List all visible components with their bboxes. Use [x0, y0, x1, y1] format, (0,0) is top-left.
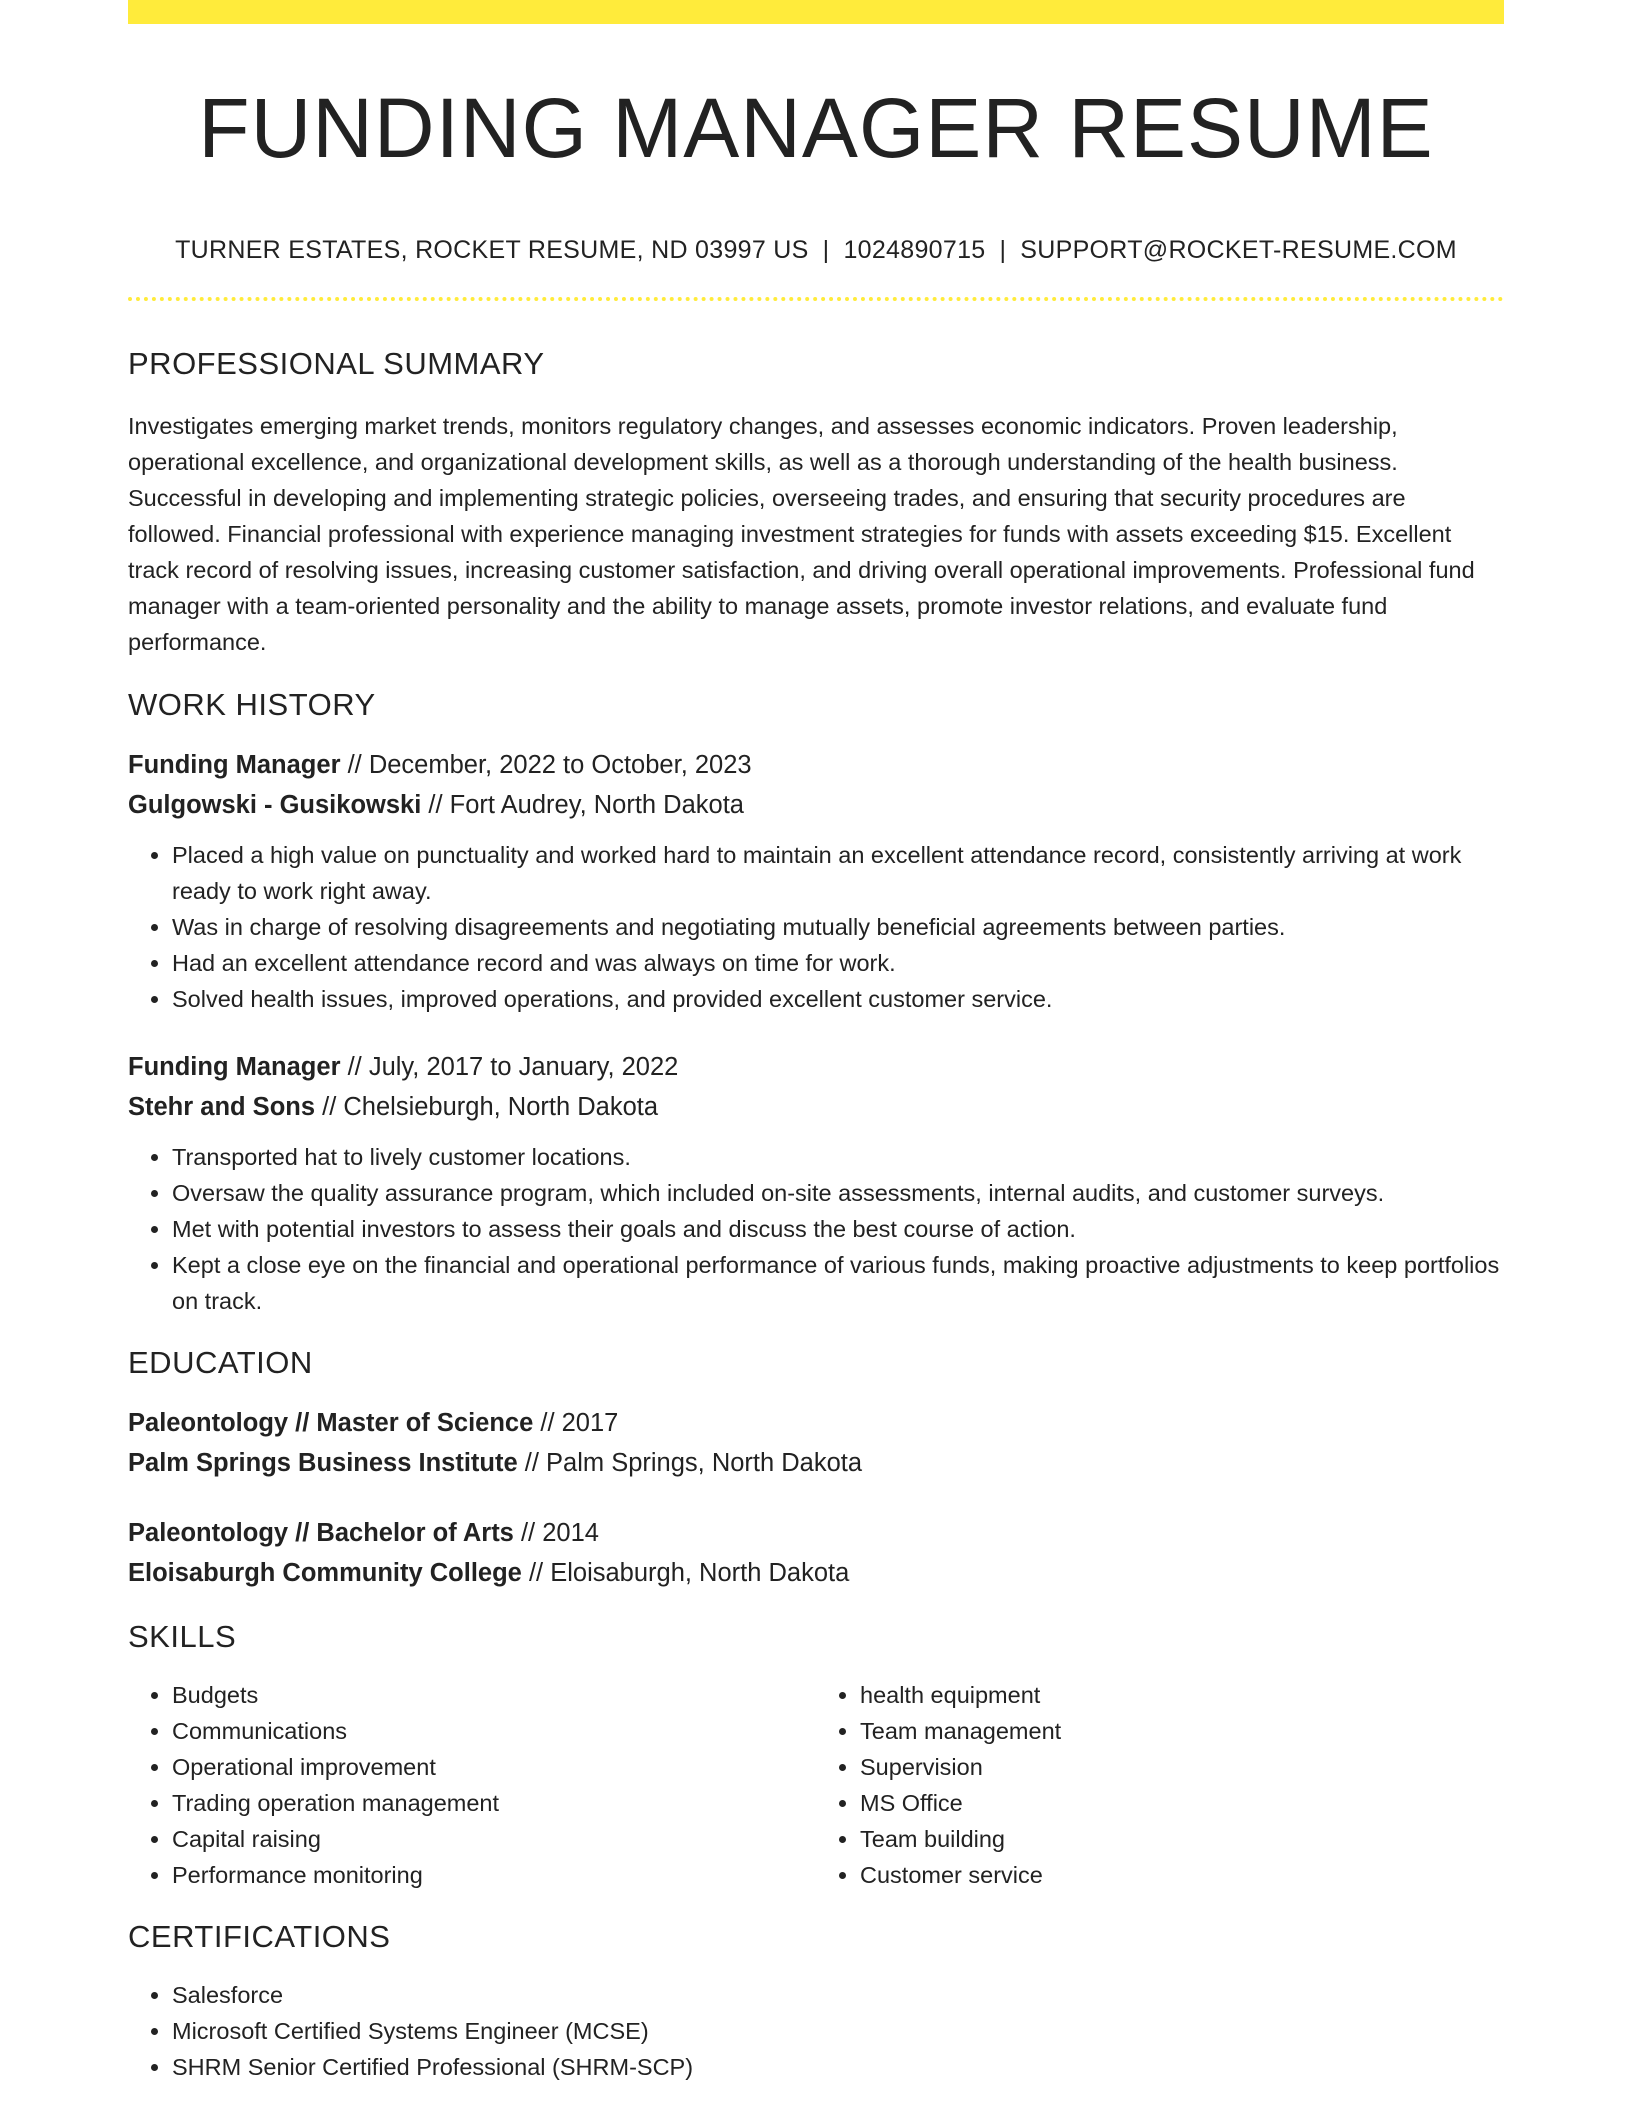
list-item: • Salesforce	[172, 1977, 1504, 2013]
list-item: • Met with potential investors to assess their goals and discuss the best course of action.	[172, 1211, 1504, 1247]
skills-list-left	[128, 1677, 816, 1893]
certifications-list	[128, 1977, 1504, 2085]
skills-list-right	[816, 1677, 1504, 1893]
list-item: • Trading operation management	[172, 1785, 816, 1821]
list-item: • Operational improvement	[172, 1749, 816, 1785]
education-school-line	[128, 1443, 1504, 1483]
contact-address: TURNER ESTATES, ROCKET RESUME, ND 03997 US	[175, 236, 809, 265]
list-item: • Placed a high value on punctuality and worked hard to maintain an excellent attendance record, consistently arriving at work ready to work right away.	[172, 837, 1504, 909]
job-title-line	[128, 745, 1504, 785]
contact-email[interactable]: SUPPORT@ROCKET-RESUME.COM	[1020, 236, 1457, 265]
list-item: • Capital raising	[172, 1821, 816, 1857]
job-entry	[128, 745, 1504, 1017]
job-title: Funding Manager	[128, 751, 341, 780]
list-item: • Kept a close eye on the financial and operational performance of various funds, making proactive adjustments to keep portfolios on track.	[172, 1247, 1504, 1319]
skills-columns	[128, 1677, 1504, 1893]
job-bullets	[128, 837, 1504, 1017]
contact-line	[128, 236, 1504, 265]
list-item: • Solved health issues, improved operations, and provided excellent customer service.	[172, 981, 1504, 1017]
education-year: // 2017	[533, 1409, 619, 1438]
job-location: // Fort Audrey, North Dakota	[421, 791, 744, 820]
contact-separator: |	[999, 236, 1007, 265]
page-title: FUNDING MANAGER RESUME	[198, 81, 1434, 175]
top-accent-bar	[128, 0, 1504, 24]
list-item: • Transported hat to lively customer locations.	[172, 1139, 1504, 1175]
contact-phone: 1024890715	[843, 236, 986, 265]
job-title: Funding Manager	[128, 1053, 341, 1082]
education-school: Eloisaburgh Community College	[128, 1559, 522, 1588]
education-degree-line	[128, 1513, 1504, 1553]
job-dates: // December, 2022 to October, 2023	[340, 751, 752, 780]
dotted-divider	[128, 297, 1504, 301]
list-item: • Team building	[860, 1821, 1504, 1857]
list-item: • Budgets	[172, 1677, 816, 1713]
list-item: • MS Office	[860, 1785, 1504, 1821]
education-entry	[128, 1403, 1504, 1483]
job-company-line	[128, 785, 1504, 825]
education-heading: EDUCATION	[128, 1345, 313, 1381]
resume-page	[128, 0, 1504, 2085]
education-location: // Eloisaburgh, North Dakota	[521, 1559, 850, 1588]
list-item: • Microsoft Certified Systems Engineer (MCSE)	[172, 2013, 1504, 2049]
education-year: // 2014	[513, 1519, 599, 1548]
job-company: Gulgowski - Gusikowski	[128, 791, 422, 820]
education-entry	[128, 1513, 1504, 1593]
work-history-heading: WORK HISTORY	[128, 687, 376, 723]
education-degree: Paleontology // Bachelor of Arts	[128, 1519, 514, 1548]
education-school-line	[128, 1553, 1504, 1593]
list-item: • Customer service	[860, 1857, 1504, 1893]
list-item: • Communications	[172, 1713, 816, 1749]
list-item: • Team management	[860, 1713, 1504, 1749]
job-company: Stehr and Sons	[128, 1093, 316, 1122]
summary-heading: PROFESSIONAL SUMMARY	[128, 346, 545, 382]
education-degree-line	[128, 1403, 1504, 1443]
job-entry	[128, 1047, 1504, 1319]
list-item: • Performance monitoring	[172, 1857, 816, 1893]
list-item: • Had an excellent attendance record and was always on time for work.	[172, 945, 1504, 981]
job-title-line	[128, 1047, 1504, 1087]
job-bullets	[128, 1139, 1504, 1319]
contact-separator: |	[822, 236, 830, 265]
list-item: • Was in charge of resolving disagreements and negotiating mutually beneficial agreements between parties.	[172, 909, 1504, 945]
list-item: • Supervision	[860, 1749, 1504, 1785]
education-degree: Paleontology // Master of Science	[128, 1409, 534, 1438]
list-item: • Oversaw the quality assurance program, which included on-site assessments, internal audits, and customer surveys.	[172, 1175, 1504, 1211]
education-location: // Palm Springs, North Dakota	[517, 1449, 863, 1478]
job-location: // Chelsieburgh, North Dakota	[315, 1093, 659, 1122]
skills-heading: SKILLS	[128, 1619, 237, 1655]
job-company-line	[128, 1087, 1504, 1127]
education-school: Palm Springs Business Institute	[128, 1449, 518, 1478]
list-item: • SHRM Senior Certified Professional (SHRM-SCP)	[172, 2049, 1504, 2085]
job-dates: // July, 2017 to January, 2022	[340, 1053, 679, 1082]
summary-text: Investigates emerging market trends, monitors regulatory changes, and assesses economic indicators. Proven leadership, operational excellence, and organizational development skills, as well as a thorough understanding of the health business. Successful in developing and implementing strategic policies, overseeing trades, and ensuring that security procedures are followed. Financial professional with experience managing investment strategies for funds with assets exceeding $15. Excellent track record of resolving issues, increasing customer satisfaction, and driving overall operational improvements. Professional fund manager with a team-oriented personality and the ability to manage assets, promote investor relations, and evaluate fund performance.	[128, 413, 1475, 656]
list-item: • health equipment	[860, 1677, 1504, 1713]
certifications-heading: CERTIFICATIONS	[128, 1919, 391, 1955]
